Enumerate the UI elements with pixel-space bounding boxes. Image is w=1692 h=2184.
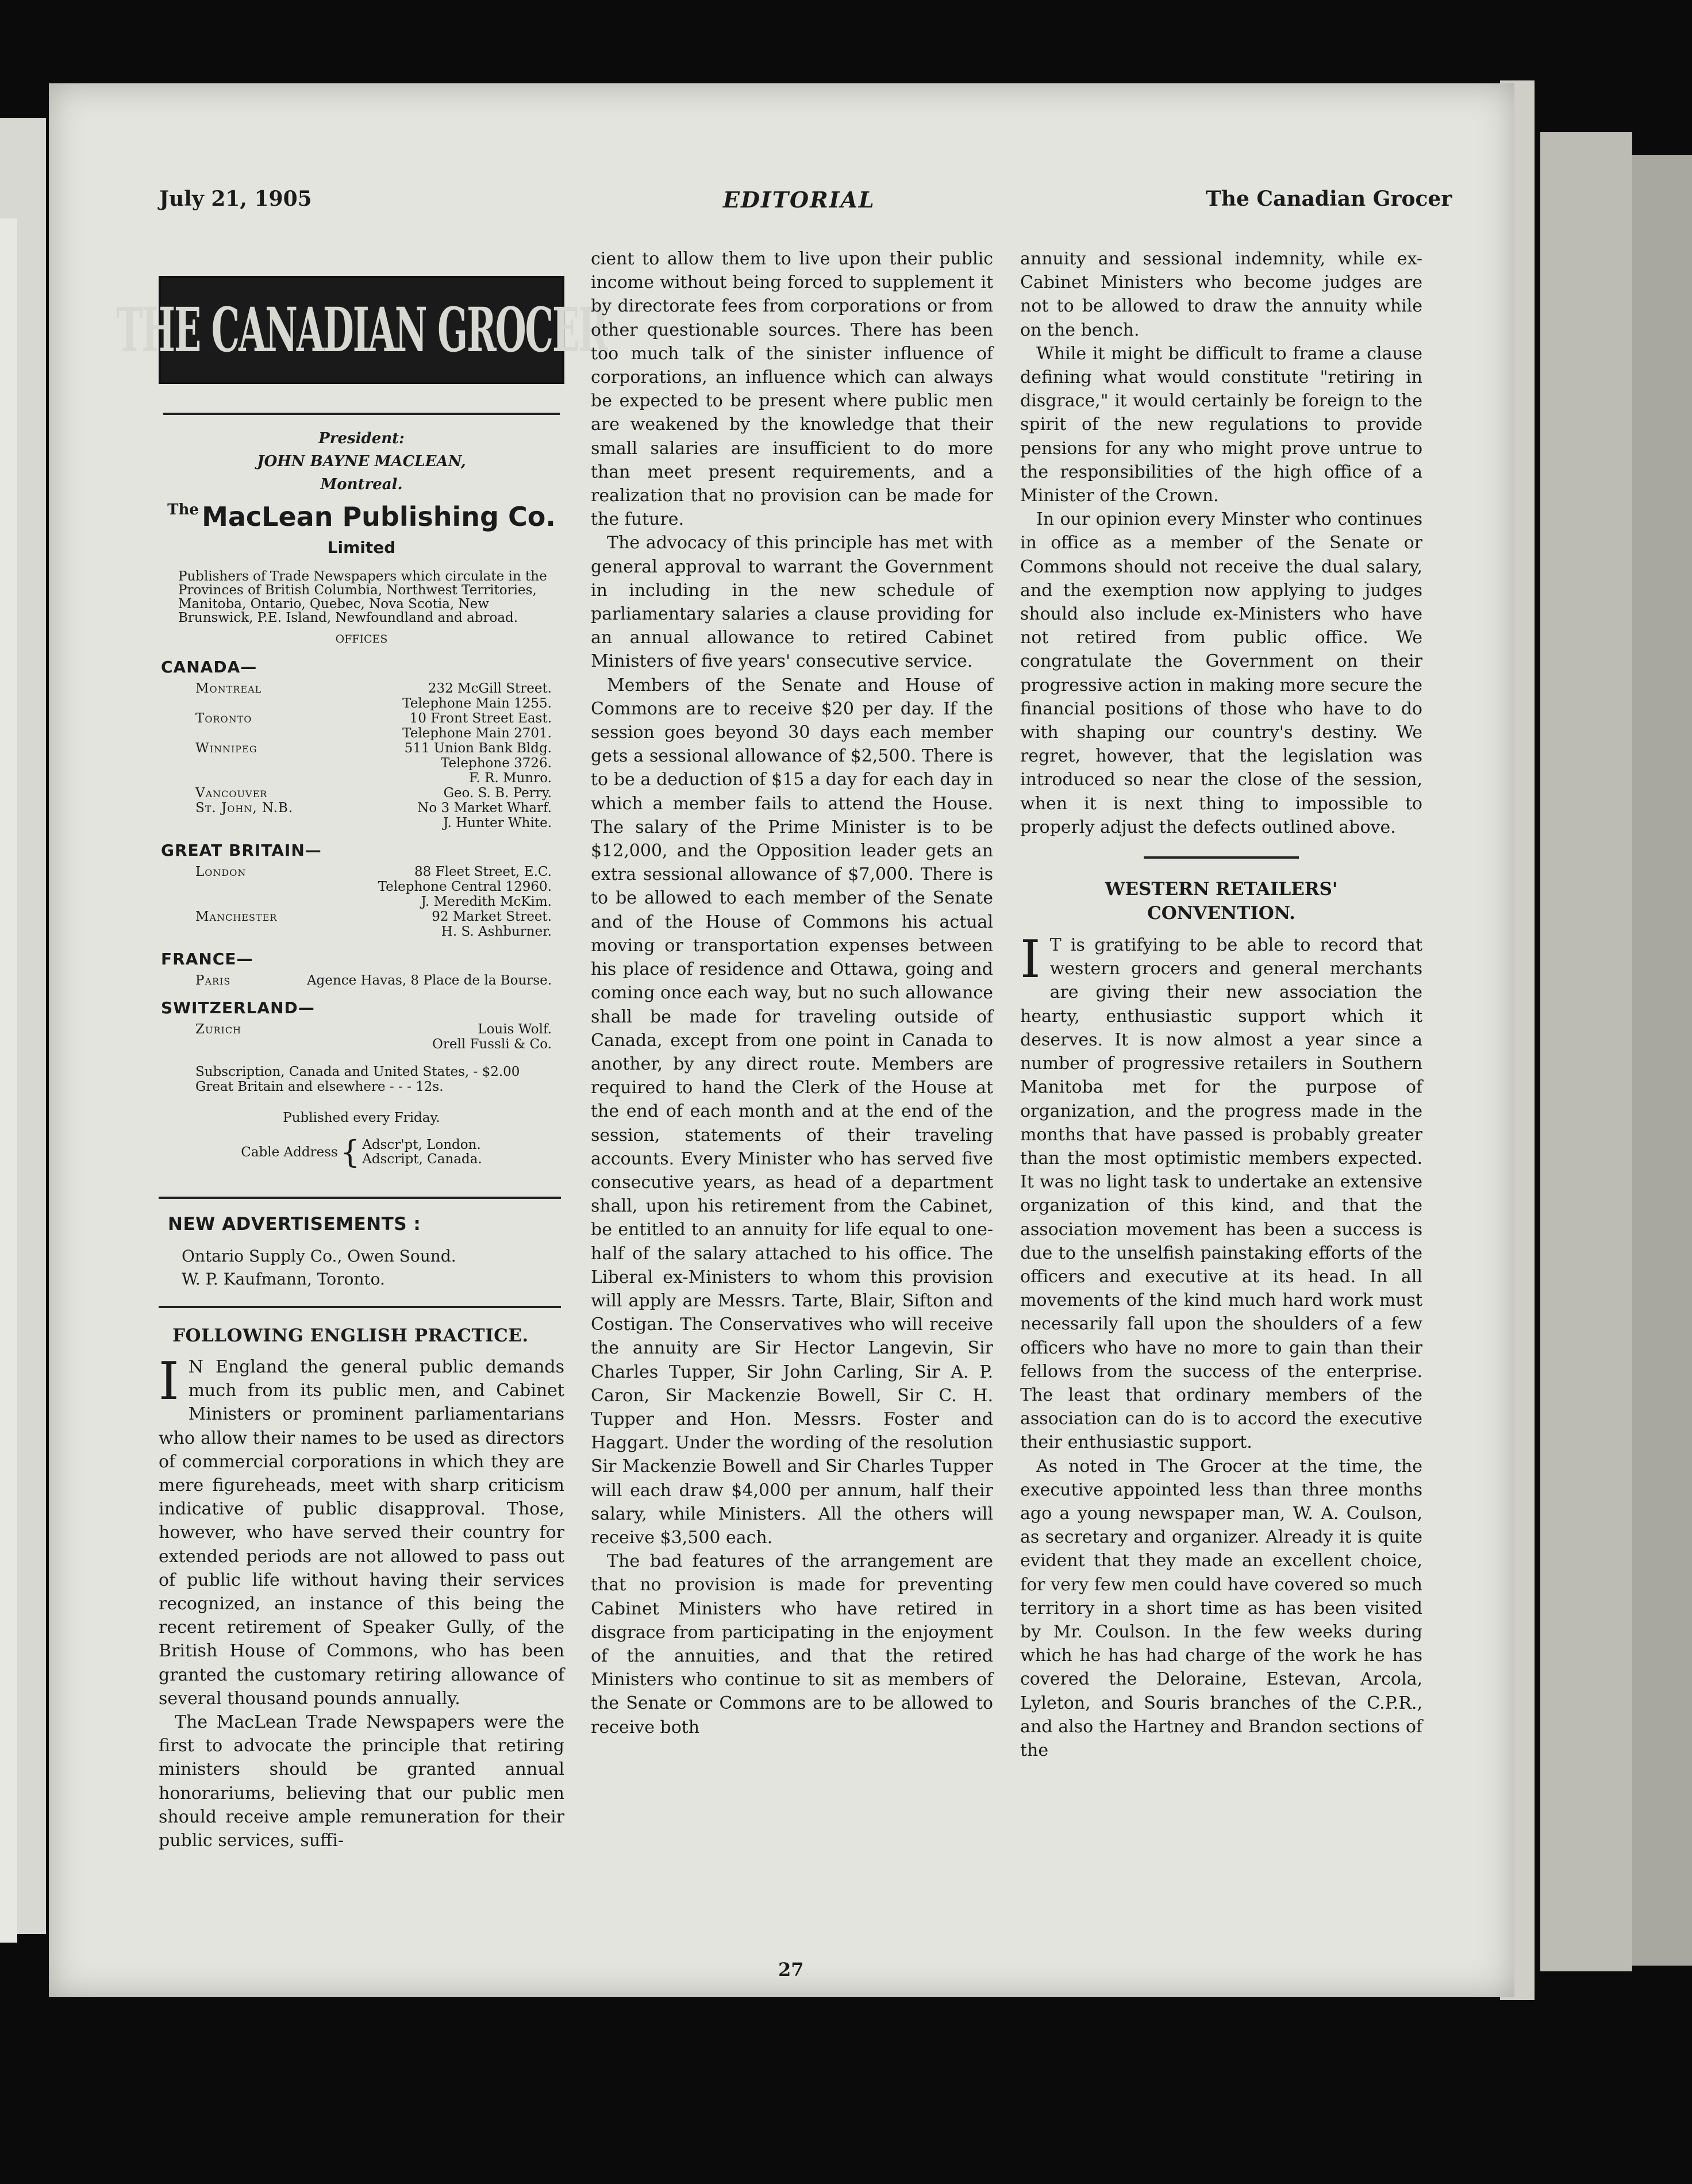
swiss-office [195,1022,552,1052]
article1-body-continued [591,247,993,1739]
issue-date: July 21, 1905 [159,187,312,211]
office-line: 511 Union Bank Bldg. [404,741,552,756]
office-st-john [195,801,552,816]
office-london [195,864,552,879]
company-name-block [159,501,564,532]
cable-line: Adscript, Canada. [362,1152,482,1167]
president-city: Montreal. [320,476,403,493]
publisher-description: Publishers of Trade Newspapers which circulate in the Provinces of British Columbia, Northwest Territories, Manitoba, Ontario, Quebec, Nova Scotia, New Brunswick, P.E. Island, Newfoundland and abroad. [178,569,547,625]
publication-name: The Canadian Grocer [1206,187,1452,211]
office-line: 88 Fleet Street, E.C. [414,864,552,879]
article1-paragraph: In our opinion every Minster who continues in office as a member of the Senate or Commons should not receive the dual salary, and the exemption now applying to judges should also include ex-Ministers who have not retired from public office. We congratulate the Government on their progressive action in making more secure the financial positions of those who have to do with shaping our country's destiny. We regret, however, that the legislation was introduced so near the close of the session, when it is next thing to impossible to properly adjust the defects outlined above. [1020,509,1422,837]
masthead-bottom-rule [159,1197,561,1199]
office-city: London [195,864,247,879]
office-line: H. S. Ashburner. [441,924,552,939]
article1-dropcap: I [159,1351,179,1412]
cable-line: Adscr'pt, London. [362,1137,481,1152]
paragraph-text: N England the general public demands much from its public men, and Cabinet Ministers or prominent parliamentarians who allow their names to be used as directors of commercial corporations in which they are mere figureheads, meet with sharp criticism indicative of public disapproval. Those, however, who have served their country for extended periods are not allowed to pass out of public life without having their services recognized, an instance of this being the recent retirement of Speaker Gully, of the British House of Commons, who has been granted the customary retiring allowance of several thousand pounds annually. [159,1357,564,1709]
office-line: 92 Market Street. [432,909,552,924]
article1-body-end [1020,247,1422,839]
new-ad-item: W. P. Kaufmann, Toronto. [182,1270,385,1289]
paragraph-text: T is gratifying to be able to record that western grocers and general merchants are giving their new association the hearty, enthusiastic support which it deserves. It is now almost a year since a number of progressive retailers in Southern Manitoba met for the purpose of organization, and the progress made in the months that have passed is probably greater than the most optimistic members expected. It was no light task to undertake an extensive organization of this kind, and that the association movement has been a success is due to the unselfish painstaking efforts of the officers and executive at its head. In all movements of the kind much hard work must necessarily fall upon the shoulders of a few officers who have no more to gain than their fellows from the success of the enterprise. The least that ordinary members of the association can do is to accord the executive their enthusiastic support. [1020,935,1422,1453]
office-city: Montreal [195,681,262,696]
masthead-logo-text: THE CANADIAN GROCER [116,294,607,366]
article1-paragraph: annuity and sessional indemnity, while ex-Cabinet Ministers who become judges are not to be allowed to draw the annuity while on the bench. [1020,249,1422,340]
canada-offices [195,681,552,830]
page-number: 27 [778,1959,804,1981]
office-line: F. R. Munro. [469,771,552,786]
article1-paragraph: cient to allow them to live upon their public income without being forced to supplement it by directorate fees from corporations or from other questionable sources. There has been too much talk of the sinister influence of corporations, an influence which can always be expected to be present where public men are weakened by the knowledge that their small salaries are insufficient to do more than meet present requirements, and a realization that no provision can be made for the future. [591,249,993,530]
article2-title-line: WESTERN RETAILERS' [1105,879,1338,900]
office-line: J. Hunter White. [443,816,552,830]
office-line: J. Meredith McKim. [421,894,552,909]
president-block [159,430,564,557]
book-block-shadow [1632,155,1692,1966]
subscription-canada: Subscription, Canada and United States, - $2.00 [195,1064,520,1079]
article2-title-line: CONVENTION. [1147,903,1295,924]
article-separator [1144,856,1299,859]
switzerland-heading: SWITZERLAND— [161,998,315,1017]
office-city: Winnipeg [195,741,257,756]
office-city: St. John, N.B. [195,801,294,816]
canada-heading: CANADA— [161,657,257,676]
office-manchester [195,909,552,924]
office-line: Orell Fussli & Co. [432,1037,552,1052]
company-name: MacLean Publishing Co. [202,501,556,532]
president-label: President: [318,430,405,447]
office-city: Paris [195,973,231,988]
article1-paragraph: The advocacy of this principle has met with general approval to warrant the Government in including in the new schedule of parliamentary salaries a clause providing for an annual allowance to retired Cabinet Ministers of five years' consecutive service. [591,533,993,672]
company-prefix: The [167,501,199,518]
masthead-rule [163,413,560,415]
masthead-logo [116,276,607,384]
subscription-britain: Great Britain and elsewhere - - - 12s. [195,1079,444,1094]
article1-paragraph: While it might be difficult to frame a clause defining what would constitute "retiring in disgrace," it would certainly be foreign to the spirit of the new regulations to provide pensions for any who might prove untrue to the responsibilities of the high office of a Minister of the Crown. [1020,343,1422,506]
great-britain-heading: GREAT BRITAIN— [161,841,322,860]
president-name: JOHN BAYNE MACLEAN, [257,453,466,470]
office-line: Telephone Main 1255. [402,696,552,711]
company-suffix: Limited [327,538,396,557]
office-line: Louis Wolf. [478,1022,552,1037]
article1-paragraph [159,1351,564,1710]
office-line: Geo. S. B. Perry. [443,786,552,801]
article2-paragraph: As noted in The Grocer at the time, the executive appointed less than three months ago a young newspaper man, W. A. Coulson, as secretary and organizer. Already it is quite evident that they made an excellent choice, for very few men could have covered so much territory in a short time as has been visited by Mr. Coulson. In the few weeks during which he has had charge of the work he has covered the Deloraine, Estevan, Arcola, Lyleton, and Souris branches of the C.P.R., and also the Hartney and Brandon sections of the [1020,1456,1422,1760]
france-office [195,973,552,988]
article2-dropcap: I [1020,929,1041,990]
new-ad-item: Ontario Supply Co., Owen Sound. [182,1247,456,1266]
new-ads-list [182,1245,564,1291]
article1-paragraph: Members of the Senate and House of Commons are to receive $20 per day. If the session goes beyond 30 days each member gets a sessional allowance of $2,500. There is to be a deduction of $15 a day for each day in which a member fails to attend the House. The salary of the Prime Minister is to be $12,000, and the Opposition leader gets an extra sessional allowance of $7,000. There is to be allowed to each member of the Senate and of the House of Commons his actual moving or transportation expenses between his place of residence and Ottawa, going and coming once each way, but no such allowance shall be made for traveling outside of Canada, except from one point in Canada to another, by any direct route. Members are required to hand the Clerk of the House at the end of each month and at the end of the session, statements of their traveling accounts. Every Minister who has served five consecutive years, as head of a department shall, upon his retirement from the Cabinet, be entitled to an annuity for life equal to one-half of the salary attached to his office. The Liberal ex-Ministers to whom this provision will apply are Messrs. Tarte, Blair, Sifton and Costigan. The Conservatives who will receive the annuity are Sir Hector Langevin, Sir Charles Tupper, Sir John Carling, Sir A. P. Caron, Sir Mackenzie Bowell, Sir C. H. Tupper and Hon. Messrs. Foster and Haggart. Under the wording of the resolution Sir Mackenzie Bowell and Sir Charles Tupper will each draw $4,000 per annum, half their salary, while Ministers. All the others will receive $3,500 each. [591,675,993,1548]
office-line: Telephone Central 12960. [378,879,552,894]
cable-address [159,1134,564,1170]
office-montreal [195,681,552,696]
office-line: Telephone 3726. [440,756,552,771]
gb-offices [195,864,552,939]
office-line: 10 Front Street East. [409,711,552,726]
article1-title: FOLLOWING ENGLISH PRACTICE. [172,1325,529,1346]
ads-bottom-rule [159,1306,561,1308]
column-left [116,276,607,1852]
section-title: EDITORIAL [723,187,875,213]
office-line: 232 McGill Street. [428,681,552,696]
office-city: Vancouver [195,786,268,801]
office-city: Zurich [195,1022,242,1037]
book-block [1540,132,1632,1971]
office-vancouver [195,786,552,801]
office-toronto [195,711,552,726]
article2-title [1020,877,1422,925]
published-frequency: Published every Friday. [283,1110,440,1125]
office-line: No 3 Market Wharf. [417,801,552,816]
column-middle [591,247,993,1739]
article1-body [159,1351,564,1852]
office-line: Agence Havas, 8 Place de la Bourse. [306,973,552,988]
article2-paragraph [1020,929,1422,1454]
left-page-margin [0,218,17,1943]
offices-label: OFFICES [335,633,388,645]
office-winnipeg [195,741,552,756]
cable-label: Cable Address [241,1144,338,1160]
column-right [1020,247,1422,1762]
france-heading: FRANCE— [161,949,253,968]
article1-paragraph: The MacLean Trade Newspapers were the first to advocate the principle that retiring ministers should be granted annual honorariums, believing that our public men should receive ample remuneration for their public services, suffi- [159,1712,564,1851]
article1-paragraph: The bad features of the arrangement are that no provision is made for preventing Cabinet Ministers who have retired in disgrace from participating in the enjoyment of the annuities, and that the retired Ministers who continue to sit as members of the Senate or Commons are to be allowed to receive both [591,1551,993,1737]
cable-brace-icon: { [340,1134,360,1170]
new-ads-title: NEW ADVERTISEMENTS : [168,1214,421,1235]
office-city: Toronto [195,711,252,726]
office-line: Telephone Main 2701. [402,726,552,741]
office-city: Manchester [195,909,278,924]
subscription-block [195,1064,564,1094]
article2-body [1020,929,1422,1762]
